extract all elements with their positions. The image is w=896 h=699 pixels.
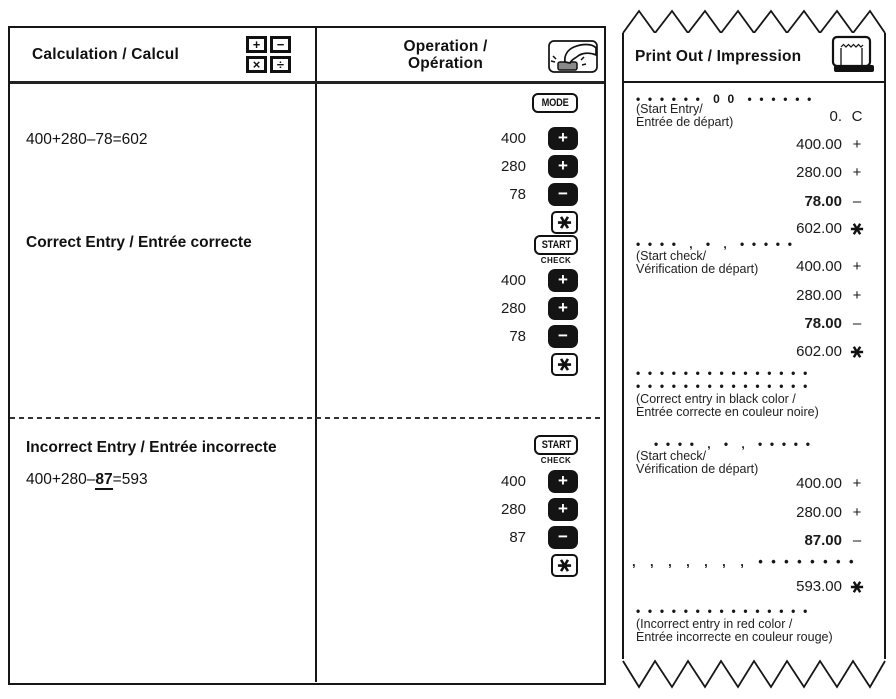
asterisk-icon — [557, 558, 572, 573]
operand-value: 280 — [500, 501, 526, 518]
operation-header-line1: Operation / — [403, 37, 488, 55]
total-key — [551, 554, 578, 577]
total-key — [551, 211, 578, 234]
op-step — [509, 325, 578, 348]
start-check-note-line1: (Start check/ — [636, 249, 707, 263]
incorrect-equation-wrong-digits: 87 — [95, 471, 113, 488]
section-divider-dashed — [10, 417, 604, 419]
table-header-row — [10, 28, 604, 84]
op-step — [501, 297, 578, 320]
operand-value: 280 — [500, 300, 526, 317]
plus-key — [548, 269, 578, 292]
print-row — [624, 220, 884, 237]
plus-key-glyph: + — [558, 471, 568, 490]
receipt-content — [624, 85, 884, 659]
plus-key — [548, 127, 578, 150]
start-key-label: START — [541, 439, 571, 451]
op-step — [509, 183, 578, 206]
op-step — [501, 470, 578, 493]
print-symbol — [842, 222, 872, 236]
op-step — [501, 498, 578, 521]
minus-key-glyph: − — [558, 184, 568, 203]
minus-key-glyph: − — [558, 527, 568, 546]
print-amount: 400.00 — [796, 475, 842, 492]
asterisk-icon — [557, 215, 572, 230]
print-symbol: + — [852, 504, 862, 521]
operand-value: 78 — [509, 328, 526, 345]
op-step — [551, 353, 578, 376]
print-amount: 400.00 — [796, 258, 842, 275]
op-step — [501, 127, 578, 150]
correct-entry-note-line2: Entrée correcte en couleur noire) — [636, 405, 819, 419]
print-amount: 280.00 — [796, 164, 842, 181]
multiply-cell-icon: × — [246, 56, 267, 73]
asterisk-icon — [850, 580, 864, 594]
print-symbol: + — [852, 287, 862, 304]
print-amount-bold: 78.00 — [804, 315, 842, 332]
print-symbol: + — [852, 164, 862, 181]
calculation-column — [10, 84, 315, 682]
print-feed-dots-check: • • • • , • , • • • • • — [636, 237, 795, 251]
incorrect-entry-label: Incorrect Entry / Entrée incorrecte — [26, 439, 277, 456]
start-entry-note-line2: Entrée de départ) — [636, 115, 734, 129]
print-feed-dots: • • • • • • • • • • • • • • • — [636, 366, 810, 380]
print-amount: 602.00 — [796, 343, 842, 360]
start-check-note-line2: Vérification de départ) — [636, 262, 759, 276]
plus-key — [548, 297, 578, 320]
incorrect-entry-note-line1: (Incorrect entry in red color / — [636, 617, 793, 631]
print-amount: 280.00 — [796, 287, 842, 304]
plus-key — [548, 498, 578, 521]
operand-value: 400 — [500, 130, 526, 147]
plus-key-glyph: + — [558, 499, 568, 518]
print-amount: 0. — [829, 108, 842, 125]
print-amount: 400.00 — [796, 136, 842, 153]
op-step — [551, 211, 578, 234]
print-symbol: – — [852, 193, 862, 210]
incorrect-equation-suffix: =593 — [112, 471, 148, 488]
op-step-start-check — [534, 435, 578, 465]
print-feed-dots-check: • • • • , • , • • • • • — [654, 437, 813, 451]
plus-key-glyph: + — [558, 270, 568, 289]
minus-key — [548, 526, 578, 549]
minus-cell-icon: − — [270, 36, 291, 53]
printout-header — [624, 33, 884, 83]
print-symbol — [842, 580, 872, 594]
calculator-operations-icon — [246, 36, 291, 73]
operand-value: 280 — [500, 158, 526, 175]
divide-cell-icon: ÷ — [270, 56, 291, 73]
operand-value: 400 — [500, 473, 526, 490]
printout-header-label: Print Out / Impression — [635, 48, 802, 65]
printer-icon — [831, 35, 875, 80]
print-row — [624, 164, 884, 181]
receipt-body — [622, 33, 886, 659]
torn-paper-bottom-edge — [622, 659, 886, 693]
print-symbol: C — [851, 108, 863, 125]
correct-entry-note-line1: (Correct entry in black color / — [636, 392, 796, 406]
print-amount-bold: 78.00 — [804, 193, 842, 210]
table-body — [10, 84, 604, 682]
asterisk-icon — [557, 357, 572, 372]
op-step — [551, 554, 578, 577]
start-key-label: START — [541, 239, 571, 251]
calculation-header-cell — [10, 28, 315, 81]
start-key — [534, 235, 578, 255]
incorrect-entry-note-line2: Entrée incorrecte en couleur rouge) — [636, 630, 833, 644]
operand-value: 87 — [509, 529, 526, 546]
instruction-table — [8, 26, 606, 685]
print-symbol — [842, 345, 872, 359]
plus-key-glyph: + — [558, 156, 568, 175]
operand-value: 78 — [509, 186, 526, 203]
operation-header-line2: Opération — [407, 54, 483, 72]
print-amount: 602.00 — [796, 220, 842, 237]
start-key — [534, 435, 578, 455]
correct-equation: 400+280–78=602 — [26, 131, 148, 148]
plus-key — [548, 470, 578, 493]
op-step — [501, 269, 578, 292]
op-step-start-check — [534, 235, 578, 265]
plus-cell-icon: + — [246, 36, 267, 53]
print-feed-dots-start: • • • • • • 0 0 • • • • • • — [636, 92, 814, 106]
asterisk-icon — [850, 345, 864, 359]
print-feed-commas: , , , , , , , • • • • • • • • — [632, 554, 856, 569]
start-check-note-line2: Vérification de départ) — [636, 462, 759, 476]
total-key — [551, 353, 578, 376]
op-step-mode — [532, 93, 578, 113]
key-press-icon — [548, 40, 598, 78]
incorrect-equation — [26, 471, 148, 489]
check-key-label: CHECK — [540, 456, 572, 465]
print-amount: 593.00 — [796, 578, 842, 595]
calculation-header-label: Calculation / Calcul — [32, 45, 179, 63]
correct-entry-label: Correct Entry / Entrée correcte — [26, 234, 252, 251]
asterisk-icon — [850, 222, 864, 236]
start-check-note-line1: (Start check/ — [636, 449, 707, 463]
plus-key-glyph: + — [558, 128, 568, 147]
op-step — [509, 526, 578, 549]
mode-key-label: MODE — [541, 97, 569, 109]
print-feed-dots: • • • • • • • • • • • • • • • — [636, 604, 810, 618]
mode-key — [532, 93, 578, 113]
plus-key — [548, 155, 578, 178]
print-amount: 280.00 — [796, 504, 842, 521]
print-row — [624, 108, 884, 125]
operand-value: 400 — [500, 272, 526, 289]
print-symbol: + — [852, 475, 862, 492]
print-amount-bold: 87.00 — [804, 532, 842, 549]
operation-column — [315, 84, 604, 682]
minus-key — [548, 183, 578, 206]
torn-paper-top-edge — [622, 5, 886, 33]
print-row — [624, 315, 884, 332]
print-row — [624, 578, 884, 595]
print-row — [624, 136, 884, 153]
print-row — [624, 193, 884, 210]
minus-key — [548, 325, 578, 348]
print-row — [624, 258, 884, 275]
minus-key-glyph: − — [558, 326, 568, 345]
check-key-label: CHECK — [540, 256, 572, 265]
print-symbol: – — [852, 315, 862, 332]
print-symbol: + — [852, 258, 862, 275]
op-step — [501, 155, 578, 178]
receipt-printout — [622, 5, 886, 693]
print-row — [624, 504, 884, 521]
plus-key-glyph: + — [558, 298, 568, 317]
print-symbol: + — [852, 136, 862, 153]
print-symbol: – — [852, 532, 862, 549]
print-row — [624, 343, 884, 360]
print-feed-dots: • • • • • • • • • • • • • • • — [636, 379, 810, 393]
print-row — [624, 475, 884, 492]
operation-header-cell — [315, 28, 604, 81]
operation-header-label — [403, 38, 487, 72]
print-row — [624, 532, 884, 549]
incorrect-equation-prefix: 400+280– — [26, 471, 96, 488]
start-entry-note-line1: (Start Entry/ — [636, 102, 703, 116]
print-row — [624, 287, 884, 304]
